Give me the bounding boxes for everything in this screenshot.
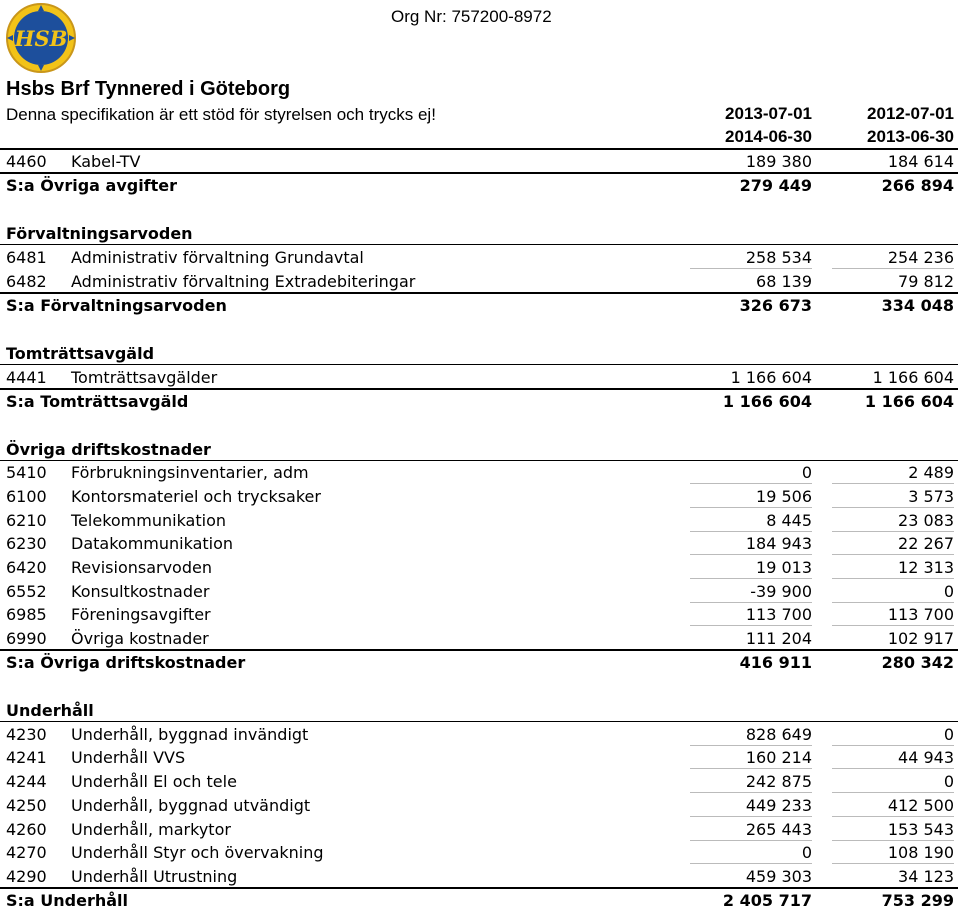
value-previous-year: 1 166 604 [864,392,954,411]
value-current-year: 189 380 [745,152,812,171]
account-label: Underhåll VVS [71,748,186,767]
account-row [0,769,960,793]
value-previous-year: 0 [943,582,954,601]
account-row [0,531,960,555]
account-code: 6482 [6,272,47,291]
account-code: 4270 [6,843,47,862]
account-label: Förbrukningsinventarier, adm [71,463,309,482]
account-row [0,460,960,484]
sum-label: S:a Övriga driftskostnader [6,653,246,672]
value-previous-year: 12 313 [898,558,954,577]
col2-to: 2013-06-30 [867,127,954,146]
value-previous-year: 184 614 [887,152,954,171]
account-label: Underhåll El och tele [71,772,237,791]
account-label: Kontorsmateriel och trycksaker [71,487,321,506]
section-heading: Förvaltningsarvoden [6,224,193,243]
account-row [0,579,960,603]
account-row [0,840,960,864]
section-heading: Tomträttsavgäld [6,344,155,363]
value-current-year: 68 139 [756,272,812,291]
document-subtitle: Denna specifikation är ett stöd för styrelsen och trycks ej! [6,105,436,124]
value-current-year: 242 875 [745,772,812,791]
account-label: Telekommunikation [71,511,227,530]
account-label: Föreningsavgifter [71,605,211,624]
account-row [0,864,960,888]
value-current-year: 449 233 [745,796,812,815]
sum-row [0,293,960,317]
value-previous-year: 102 917 [887,629,954,648]
account-label: Konsultkostnader [71,582,210,601]
account-code: 6100 [6,487,47,506]
value-current-year: 1 166 604 [730,368,812,387]
account-label: Underhåll, byggnad invändigt [71,725,309,744]
col1-to: 2014-06-30 [725,127,812,146]
value-previous-year: 3 573 [908,487,954,506]
value-previous-year: 22 267 [898,534,954,553]
account-code: 4230 [6,725,47,744]
account-row [0,555,960,579]
account-row [0,602,960,626]
account-code: 6552 [6,582,47,601]
account-label: Övriga kostnader [71,629,209,648]
value-previous-year: 108 190 [887,843,954,862]
account-label: Underhåll, markytor [71,820,231,839]
sum-row [0,650,960,674]
value-previous-year: 2 489 [908,463,954,482]
value-current-year: 416 911 [739,653,812,672]
value-previous-year: 753 299 [881,891,954,910]
account-row [0,745,960,769]
document-title: Hsbs Brf Tynnered i Göteborg [6,78,291,100]
value-previous-year: 0 [943,772,954,791]
account-code: 6481 [6,248,47,267]
sum-rule [0,172,958,174]
account-code: 5410 [6,463,47,482]
account-row [0,245,960,269]
value-current-year: 0 [801,463,812,482]
value-previous-year: 113 700 [887,605,954,624]
sum-row [0,173,960,197]
col1-from: 2013-07-01 [725,104,812,123]
sum-row [0,389,960,413]
header-rule [0,148,958,150]
section-heading: Övriga driftskostnader [6,440,211,459]
section-heading: Underhåll [6,701,94,720]
account-code: 6230 [6,534,47,553]
account-row [0,484,960,508]
value-current-year: 8 445 [766,511,812,530]
value-previous-year: 280 342 [881,653,954,672]
account-row [0,626,960,650]
account-row [0,269,960,293]
account-label: Underhåll Styr och övervakning [71,843,324,862]
account-label: Underhåll, byggnad utvändigt [71,796,311,815]
account-code: 4460 [6,152,47,171]
value-previous-year: 412 500 [887,796,954,815]
value-previous-year: 1 166 604 [872,368,954,387]
account-row [0,508,960,532]
sum-rule [0,388,958,390]
value-current-year: 828 649 [745,725,812,744]
value-current-year: 265 443 [745,820,812,839]
value-previous-year: 44 943 [898,748,954,767]
logo-text: HSB [14,26,68,51]
value-current-year: 19 506 [756,487,812,506]
value-current-year: 279 449 [739,176,812,195]
value-current-year: 258 534 [745,248,812,267]
value-previous-year: 153 543 [887,820,954,839]
account-row [0,793,960,817]
account-code: 6420 [6,558,47,577]
sum-rule [0,292,958,294]
account-row [0,722,960,746]
account-label: Administrativ förvaltning Extradebiteringar [71,272,416,291]
col2-from: 2012-07-01 [867,104,954,123]
sum-row [0,888,960,912]
sum-label: S:a Tomträttsavgäld [6,392,189,411]
account-label: Administrativ förvaltning Grundavtal [71,248,364,267]
account-label: Underhåll Utrustning [71,867,238,886]
account-code: 4241 [6,748,47,767]
account-label: Tomträttsavgälder [71,368,218,387]
sum-label: S:a Underhåll [6,891,129,910]
value-current-year: 0 [801,843,812,862]
value-previous-year: 79 812 [898,272,954,291]
org-number: Org Nr: 757200-8972 [391,7,552,26]
value-current-year: 184 943 [745,534,812,553]
account-label: Revisionsarvoden [71,558,212,577]
account-code: 4260 [6,820,47,839]
account-code: 6990 [6,629,47,648]
value-previous-year: 254 236 [887,248,954,267]
account-code: 6985 [6,605,47,624]
value-current-year: 1 166 604 [722,392,812,411]
account-code: 4244 [6,772,47,791]
account-code: 4250 [6,796,47,815]
sum-rule [0,649,958,651]
value-previous-year: 334 048 [881,296,954,315]
account-code: 6210 [6,511,47,530]
account-label: Kabel-TV [71,152,141,171]
value-current-year: 326 673 [739,296,812,315]
value-previous-year: 266 894 [881,176,954,195]
value-previous-year: 0 [943,725,954,744]
account-row [0,149,960,173]
value-current-year: 2 405 717 [722,891,812,910]
account-row [0,817,960,841]
value-current-year: 160 214 [745,748,812,767]
value-current-year: 19 013 [756,558,812,577]
value-previous-year: 23 083 [898,511,954,530]
account-code: 4290 [6,867,47,886]
value-previous-year: 34 123 [898,867,954,886]
value-current-year: 459 303 [745,867,812,886]
sum-rule [0,887,958,889]
account-code: 4441 [6,368,47,387]
sum-label: S:a Övriga avgifter [6,176,178,195]
account-label: Datakommunikation [71,534,234,553]
value-current-year: 111 204 [745,629,812,648]
hsb-logo [4,2,78,74]
value-current-year: -39 900 [750,582,812,601]
account-row [0,365,960,389]
sum-label: S:a Förvaltningsarvoden [6,296,227,315]
value-current-year: 113 700 [745,605,812,624]
